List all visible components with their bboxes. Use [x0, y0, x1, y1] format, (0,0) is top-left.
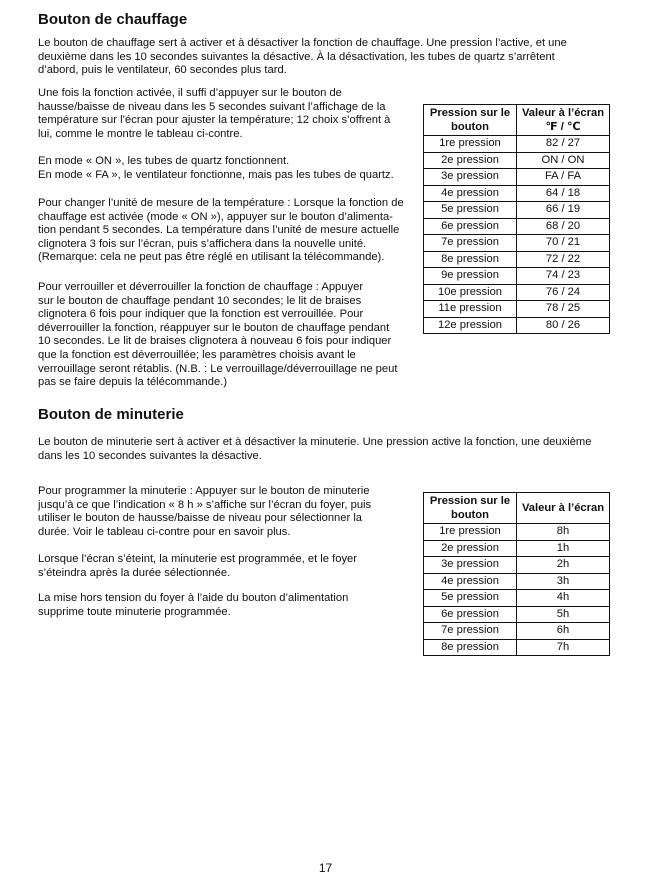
cell-display-value: 5h [517, 606, 610, 623]
cell-display-value: 8h [517, 524, 610, 541]
lock-unlock-paragraph: Pour verrouiller et déverrouiller la fonction de chauffage : Appuyer sur le bouton de chauffage pendant 10 secondes; le lit de braises clignotera 6 fois pour indiquer que la fonction est verrouillée. Pour déverrouiller la fonction, réappuyer sur le bouton de chauffage pendant 10 secondes. Le lit de braises clignotera à nouveau 6 fois pour indiquer que la fonction est déverrouillée; les paramètres choisis avant le verrouillage seront rétablis. (N.B. : Le verrouillage/déverrouillage ne peut pas se faire depuis la télécommande.) [38, 281, 398, 389]
heating-table-body [424, 136, 610, 334]
cell-display-value: 1h [517, 540, 610, 557]
column-header-display-value: Valeur à l’écran ℉ / ℃ [517, 105, 610, 136]
table-row [424, 235, 610, 252]
timer-screen-off-paragraph: Lorsque l’écran s’éteint, la minuterie est programmée, et le foyer s’éteindra après la durée sélectionnée. [38, 553, 357, 579]
table-row [424, 623, 610, 640]
cell-display-value: 4h [517, 590, 610, 607]
cell-press-number: 2e pression [424, 152, 517, 169]
cell-display-value: 70 / 21 [517, 235, 610, 252]
cell-press-number: 3e pression [424, 169, 517, 186]
cell-display-value: 82 / 27 [517, 136, 610, 153]
heading-timer-button: Bouton de minuterie [38, 406, 184, 423]
cell-display-value: 6h [517, 623, 610, 640]
cell-press-number: 10e pression [424, 284, 517, 301]
cell-press-number: 8e pression [424, 639, 517, 656]
cell-press-number: 9e pression [424, 268, 517, 285]
cell-press-number: 5e pression [424, 202, 517, 219]
table-row [424, 524, 610, 541]
cell-press-number: 4e pression [424, 185, 517, 202]
table-header-row [424, 105, 610, 136]
column-header-display-value: Valeur à l’écran [517, 493, 610, 524]
table-row [424, 268, 610, 285]
timer-program-paragraph: Pour programmer la minuterie : Appuyer sur le bouton de minuterie jusqu’à ce que l’indication « 8 h » s’affiche sur l’écran du foyer, puis utiliser le bouton de hausse/baisse de niveau pour sélectionner la durée. Voir le tableau ci-contre pour en savoir plus. [38, 485, 372, 538]
temperature-unit-paragraph: Pour changer l’unité de mesure de la température : Lorsque la fonction de chauffage est activée (mode « ON »), appuyer sur le bouton d’alimenta- tion pendant 5 secondes. La température dans l’unité de mesure actuelle clignotera 3 fois sur l’écran, puis s’affichera dans la nouvelle unité. (Remarque: cela ne peut pas être réglé en utilisant la télécommande). [38, 197, 404, 264]
cell-press-number: 2e pression [424, 540, 517, 557]
cell-press-number: 8e pression [424, 251, 517, 268]
table-row [424, 590, 610, 607]
timer-settings-table [423, 492, 610, 656]
timer-power-off-paragraph: La mise hors tension du foyer à l’aide du bouton d’alimentation supprime toute minuterie programmée. [38, 592, 349, 618]
cell-press-number: 1re pression [424, 524, 517, 541]
cell-display-value: 3h [517, 573, 610, 590]
table-row [424, 218, 610, 235]
table-row [424, 557, 610, 574]
page-number: 17 [318, 861, 333, 875]
table-row [424, 284, 610, 301]
cell-display-value: 66 / 19 [517, 202, 610, 219]
cell-display-value: 80 / 26 [517, 317, 610, 334]
table-row [424, 152, 610, 169]
cell-display-value: 7h [517, 639, 610, 656]
column-header-press: Pression sur le bouton [424, 493, 517, 524]
table-row [424, 202, 610, 219]
table-row [424, 317, 610, 334]
table-row [424, 251, 610, 268]
cell-press-number: 1re pression [424, 136, 517, 153]
cell-display-value: 64 / 18 [517, 185, 610, 202]
heating-adjust-paragraph: Une fois la fonction activée, il suffi d’appuyer sur le bouton de hausse/baisse de niveau dans les 5 secondes suivant l’affichage de la température sur l’écran pour ajuster la température; 12 choix s’offrent à lui, comme le montre le tableau ci-contre. [38, 87, 391, 140]
cell-press-number: 6e pression [424, 606, 517, 623]
cell-display-value: 72 / 22 [517, 251, 610, 268]
heading-heating-button: Bouton de chauffage [38, 11, 188, 28]
table-row [424, 573, 610, 590]
cell-press-number: 4e pression [424, 573, 517, 590]
cell-display-value: 2h [517, 557, 610, 574]
timer-intro-paragraph: Le bouton de minuterie sert à activer et à désactiver la minuterie. Une pression active la fonction, une deuxième dans les 10 secondes suivantes la désactive. [38, 436, 592, 462]
table-row [424, 301, 610, 318]
cell-press-number: 5e pression [424, 590, 517, 607]
cell-display-value: 68 / 20 [517, 218, 610, 235]
cell-press-number: 12e pression [424, 317, 517, 334]
column-header-press: Pression sur le bouton [424, 105, 517, 136]
cell-display-value: 76 / 24 [517, 284, 610, 301]
table-row [424, 639, 610, 656]
cell-press-number: 11e pression [424, 301, 517, 318]
table-row [424, 185, 610, 202]
heating-settings-table [423, 104, 610, 334]
table-row [424, 169, 610, 186]
cell-press-number: 7e pression [424, 623, 517, 640]
table-header-row [424, 493, 610, 524]
cell-display-value: 74 / 23 [517, 268, 610, 285]
cell-display-value: ON / ON [517, 152, 610, 169]
cell-display-value: 78 / 25 [517, 301, 610, 318]
heating-intro-paragraph: Le bouton de chauffage sert à activer et à désactiver la fonction de chauffage. Une pression l’active, et une deuxième dans les 10 secondes suivantes la désactive. À la désactivation, les tubes de quartz s’arrêtent d’abord, puis le ventilateur, 60 secondes plus tard. [38, 37, 567, 77]
timer-table-body [424, 524, 610, 656]
heating-modes-paragraph: En mode « ON », les tubes de quartz fonctionnent. En mode « FA », le ventilateur fonctionne, mais pas les tubes de quartz. [38, 155, 394, 181]
table-row [424, 606, 610, 623]
cell-press-number: 7e pression [424, 235, 517, 252]
cell-display-value: FA / FA [517, 169, 610, 186]
cell-press-number: 3e pression [424, 557, 517, 574]
cell-press-number: 6e pression [424, 218, 517, 235]
table-row [424, 136, 610, 153]
table-row [424, 540, 610, 557]
